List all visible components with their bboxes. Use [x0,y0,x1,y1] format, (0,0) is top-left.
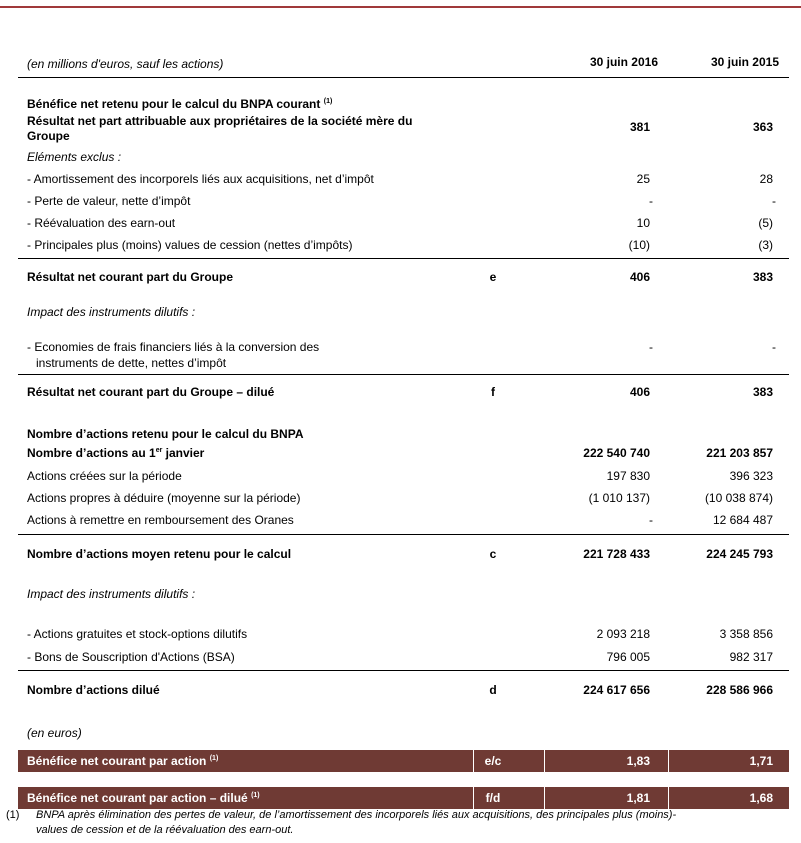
row-label: - Economies de frais financiers liés à la conversion des [27,340,320,354]
subsection-label: Impact des instruments dilutifs : [27,587,196,601]
top-rule [0,6,801,8]
value-2016: 222 540 740 [583,446,650,460]
row-label: Bénéfice net courant par action $^{(1)}$ [27,754,219,768]
value-2016: 1,81 [626,791,650,805]
row-divider [18,534,789,535]
footnote-line: BNPA après élimination des pertes de valeur, de l’amortissement des incorporels liés aux acquisitions, des principales plus (moins)- [36,809,677,821]
row-label: Résultat net courant part du Groupe [27,270,234,284]
value-2015: - [772,194,776,208]
value-2016: 10 [636,216,650,230]
value-2015: (5) [758,216,773,230]
subsection-label: Impact des instruments dilutifs : [27,305,196,319]
row-label: Nombre d’actions au 1er janvier [27,446,205,460]
row-ref: c [489,547,497,561]
value-2016: - [649,513,653,527]
value-2015: (10 038 874) [704,491,773,505]
row-ref: f [491,385,495,399]
value-2016: 221 728 433 [583,547,650,561]
row-ref: d [489,683,497,697]
row-label-cont: instruments de dette, nettes d’impôt [36,356,227,370]
section-title-shares: Nombre d’actions retenu pour le calcul du BNPA [27,427,304,441]
row-ref: e [489,270,497,284]
value-2016: 25 [636,172,650,186]
row-label: Nombre d’actions dilué [27,683,160,697]
row-ref: e/c [484,754,502,768]
row-divider [18,670,789,671]
value-2015: - [772,340,776,354]
value-2016: - [649,194,653,208]
footnote-line: values de cession et de la réévaluation des earn-out. [36,824,294,836]
value-2016: - [649,340,653,354]
value-2016: 406 [629,270,650,284]
subsection-label: Eléments exclus : [27,150,122,164]
row-label: Résultat net part attribuable aux propriétaires de la société mère du [27,114,413,128]
row-label-cont: Groupe [27,129,70,143]
row-label: Résultat net courant part du Groupe – dilué [27,385,275,399]
unit-note-euros: (en euros) [27,726,82,740]
value-2016: 406 [629,385,650,399]
header-divider [18,77,789,78]
value-2016: 796 005 [606,650,650,664]
row-label: Bénéfice net courant par action – dilué $^{(1)}$ [27,791,260,805]
value-2016: 224 617 656 [583,683,650,697]
value-2015: 221 203 857 [706,446,773,460]
value-2016: (10) [628,238,650,252]
band-separator [473,750,474,772]
value-2015: 224 245 793 [706,547,773,561]
value-2015: 383 [752,385,773,399]
value-2015: 228 586 966 [706,683,773,697]
value-2016: (1 010 137) [588,491,650,505]
row-divider [18,374,789,375]
value-2016: 197 830 [606,469,650,483]
value-2016: 381 [629,120,650,134]
row-label: Actions propres à déduire (moyenne sur la période) [27,491,301,505]
row-label: - Actions gratuites et stock-options dilutifs [27,627,248,641]
row-ref: f/d [485,791,501,805]
row-label: - Réévaluation des earn-out [27,216,176,230]
footnote-marker: (1) [6,809,20,821]
value-2015: 12 684 487 [712,513,773,527]
value-2016: 1,83 [626,754,650,768]
section-title-bnpa: Bénéfice net retenu pour le calcul du BNPA courant $^{(1)}$ [27,97,333,111]
value-2015: 28 [759,172,773,186]
column-header-2016: 30 juin 2016 [589,55,658,69]
row-label: Actions créées sur la période [27,469,182,483]
row-label: - Principales plus (moins) values de cession (nettes d’impôts) [27,238,353,252]
row-label: - Bons de Souscription d'Actions (BSA) [27,650,235,664]
row-label: Actions à remettre en remboursement des Oranes [27,513,294,527]
row-label: - Amortissement des incorporels liés aux acquisitions, net d’impôt [27,172,374,186]
value-2015: 1,71 [749,754,773,768]
value-2015: 396 323 [729,469,773,483]
value-2015: 383 [752,270,773,284]
row-divider [18,258,789,259]
value-2015: (3) [758,238,773,252]
value-2015: 982 317 [729,650,773,664]
row-label: - Perte de valeur, nette d’impôt [27,194,191,208]
unit-note: (en millions d'euros, sauf les actions) [27,57,224,71]
band-separator [473,787,474,809]
row-label: Nombre d’actions moyen retenu pour le calcul [27,547,292,561]
value-2016: 2 093 218 [596,627,650,641]
value-2015: 3 358 856 [719,627,773,641]
value-2015: 363 [752,120,773,134]
value-2015: 1,68 [749,791,773,805]
footnote-ref: (1) [323,98,333,105]
column-header-2015: 30 juin 2015 [710,55,779,69]
